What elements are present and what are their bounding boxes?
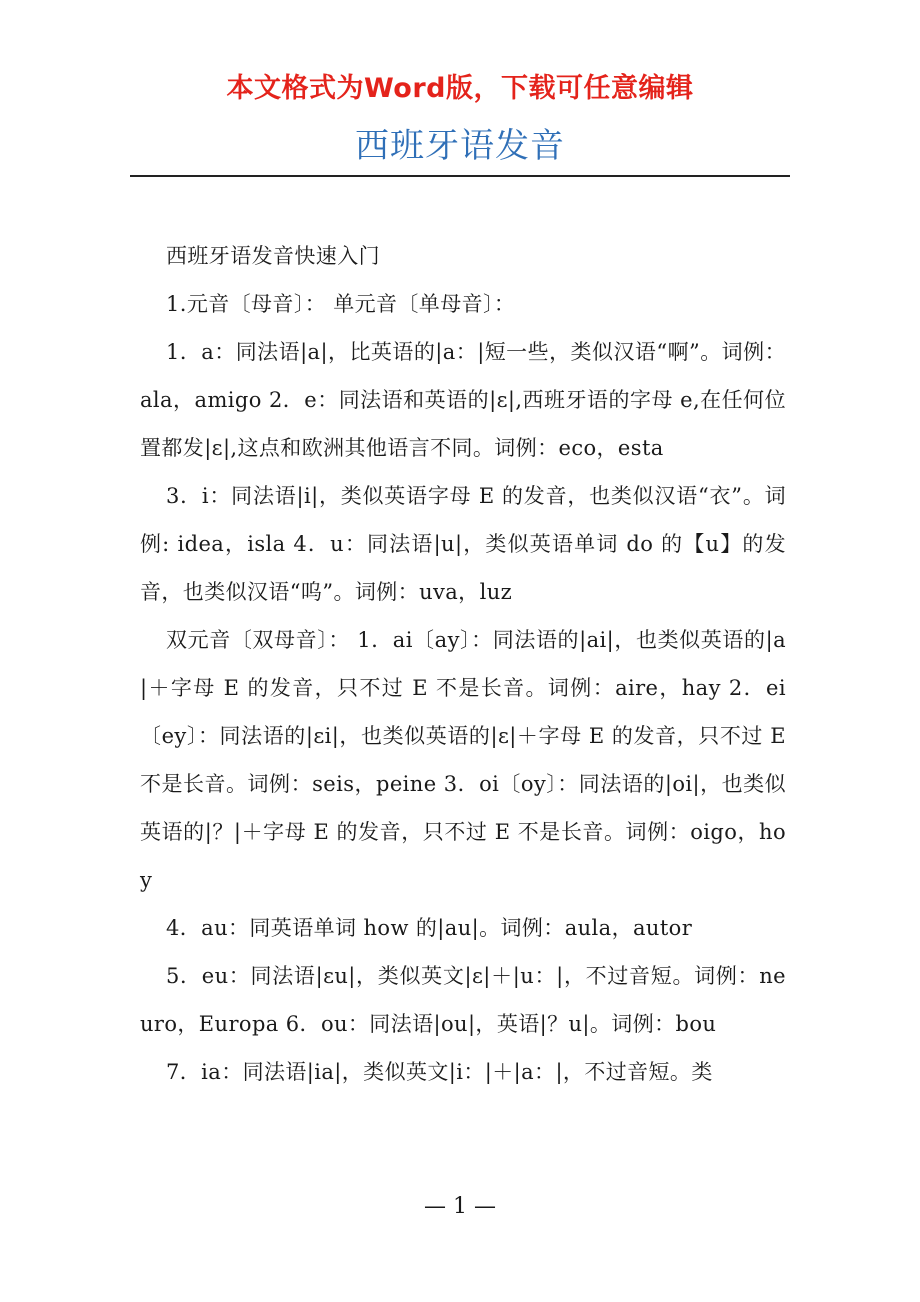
paragraph-intro-heading: 西班牙语发音快速入门 xyxy=(166,244,380,268)
paragraph-diphthong-au: 4．au：同英语单词 how 的|au|。词例：aula，autor xyxy=(166,916,693,940)
download-notice: 本文格式为Word版，下载可任意编辑 xyxy=(226,73,694,104)
paragraph-diphthongs-eu-ou: 5．eu：同法语|εu|，类似英文|ε|＋|u：|，不过音短。词例：neuro，Europa 6．ou：同法语|ou|，英语|？u|。词例：bou xyxy=(140,964,786,1036)
title-divider xyxy=(130,175,790,177)
paragraph-vowels-a-e: 1．a：同法语|a|，比英语的|a：|短一些，类似汉语“啊”。词例：ala，amigo 2．e：同法语和英语的|ε|,西班牙语的字母 e,在任何位置都发|ε|,这点和欧洲其他语言不同。词例：eco，esta xyxy=(140,340,786,460)
paragraph-vowels-i-u: 3．i：同法语|i|，类似英语字母 E 的发音，也类似汉语“衣”。词例: idea，isla 4．u：同法语|u|，类似英语单词 do 的【u】的发音，也类似汉语“呜”。词例：uva，luz xyxy=(140,484,786,604)
paragraph-vowels-heading: 1.元音〔母音〕： 单元音〔单母音〕： xyxy=(166,292,516,316)
paragraph-diphthong-ia: 7．ia：同法语|ia|，类似英文|i：|＋|a：|，不过音短。类 xyxy=(166,1060,713,1084)
paragraph-diphthongs-ai-ei-oi: 双元音〔双母音〕： 1．ai〔ay〕：同法语的|ai|，也类似英语的|a|＋字母 E 的发音，只不过 E 不是长音。词例：aire，hay 2．ei〔ey〕：同法语的|εi|，也类似英语的|ε|＋字母 E 的发音，只不过 E 不是长音。词例：seis，peine 3．oi〔oy〕：同法语的|oi|，也类似英语的|？|＋字母 E 的发音，只不过 E 不是长音。词例：oigo，hoy xyxy=(140,628,786,892)
document-body xyxy=(140,232,786,1096)
document-title: 西班牙语发音 xyxy=(355,126,565,166)
page-number: — 1 — xyxy=(424,1194,496,1219)
